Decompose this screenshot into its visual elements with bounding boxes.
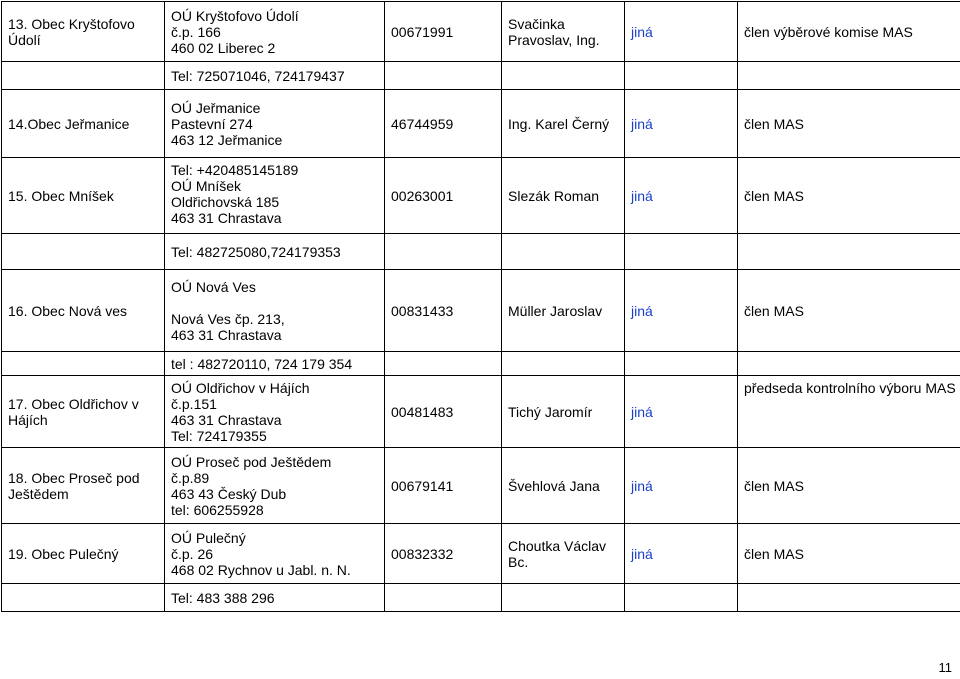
representative: Müller Jaroslav — [502, 270, 625, 352]
ico-number: 46744959 — [385, 90, 502, 158]
mas-role: člen MAS — [738, 90, 960, 158]
representative: Švehlová Jana — [502, 448, 625, 524]
table-row — [2, 584, 960, 612]
representative: Ing. Karel Černý — [502, 90, 625, 158]
office-address: OÚ Proseč pod Ještědem č.p.89 463 43 Český Dub tel: 606255928 — [165, 448, 385, 524]
entity-type: jiná — [625, 2, 738, 62]
municipality-name: 13. Obec Kryštofovo Údolí — [2, 2, 165, 62]
office-phone: Tel: 482725080,724179353 — [165, 234, 385, 270]
entity-type: jiná — [625, 524, 738, 584]
table-row — [2, 90, 960, 158]
ico-number: 00831433 — [385, 270, 502, 352]
ico-number: 00679141 — [385, 448, 502, 524]
municipality-name: 14.Obec Jeřmanice — [2, 90, 165, 158]
office-phone: Tel: 483 388 296 — [165, 584, 385, 612]
entity-type: jiná — [625, 448, 738, 524]
municipality-name: 17. Obec Oldřichov v Hájích — [2, 376, 165, 448]
mas-role: člen MAS — [738, 158, 960, 234]
office-address: OÚ Jeřmanice Pastevní 274 463 12 Jeřmanice — [165, 90, 385, 158]
table-row — [2, 352, 960, 376]
municipality-name: 19. Obec Pulečný — [2, 524, 165, 584]
entity-type: jiná — [625, 376, 738, 448]
entity-type: jiná — [625, 90, 738, 158]
table-row — [2, 376, 960, 448]
office-address: OÚ Oldřichov v Hájích č.p.151 463 31 Chrastava Tel: 724179355 — [165, 376, 385, 448]
table-row — [2, 270, 960, 352]
office-address: OÚ Nová Ves Nová Ves čp. 213, 463 31 Chrastava — [165, 270, 385, 352]
office-phone: Tel: 725071046, 724179437 — [165, 62, 385, 90]
table-row — [2, 524, 960, 584]
ico-number: 00832332 — [385, 524, 502, 584]
page-number: 11 — [938, 660, 952, 675]
entity-type: jiná — [625, 270, 738, 352]
ico-number: 00481483 — [385, 376, 502, 448]
ico-number: 00263001 — [385, 158, 502, 234]
municipality-name: 15. Obec Mníšek — [2, 158, 165, 234]
representative: Slezák Roman — [502, 158, 625, 234]
table-row — [2, 158, 960, 234]
office-phone-top: Tel: +420485145189 — [171, 162, 299, 178]
municipality-name: 18. Obec Proseč pod Ještědem — [2, 448, 165, 524]
mas-role: člen MAS — [738, 524, 960, 584]
table-row — [2, 448, 960, 524]
entity-type: jiná — [625, 158, 738, 234]
ico-number: 00671991 — [385, 2, 502, 62]
office-address: OÚ Kryštofovo Údolí č.p. 166 460 02 Liberec 2 — [165, 2, 385, 62]
representative: Svačinka Pravoslav, Ing. — [502, 2, 625, 62]
office-address: OÚ Pulečný č.p. 26 468 02 Rychnov u Jabl. n. N. — [165, 524, 385, 584]
table-row — [2, 62, 960, 90]
mas-role: předseda kontrolního výboru MAS — [738, 376, 960, 448]
municipality-name: 16. Obec Nová ves — [2, 270, 165, 352]
mas-role: člen MAS — [738, 448, 960, 524]
members-table — [1, 1, 960, 612]
representative: Choutka Václav Bc. — [502, 524, 625, 584]
mas-role: člen výběrové komise MAS — [738, 2, 960, 62]
office-phone: tel : 482720110, 724 179 354 — [165, 352, 385, 376]
table-row — [2, 2, 960, 62]
office-address: OÚ Mníšek Oldřichovská 185 463 31 Chrastava — [171, 178, 282, 226]
table-row — [2, 234, 960, 270]
mas-role: člen MAS — [738, 270, 960, 352]
representative: Tichý Jaromír — [502, 376, 625, 448]
